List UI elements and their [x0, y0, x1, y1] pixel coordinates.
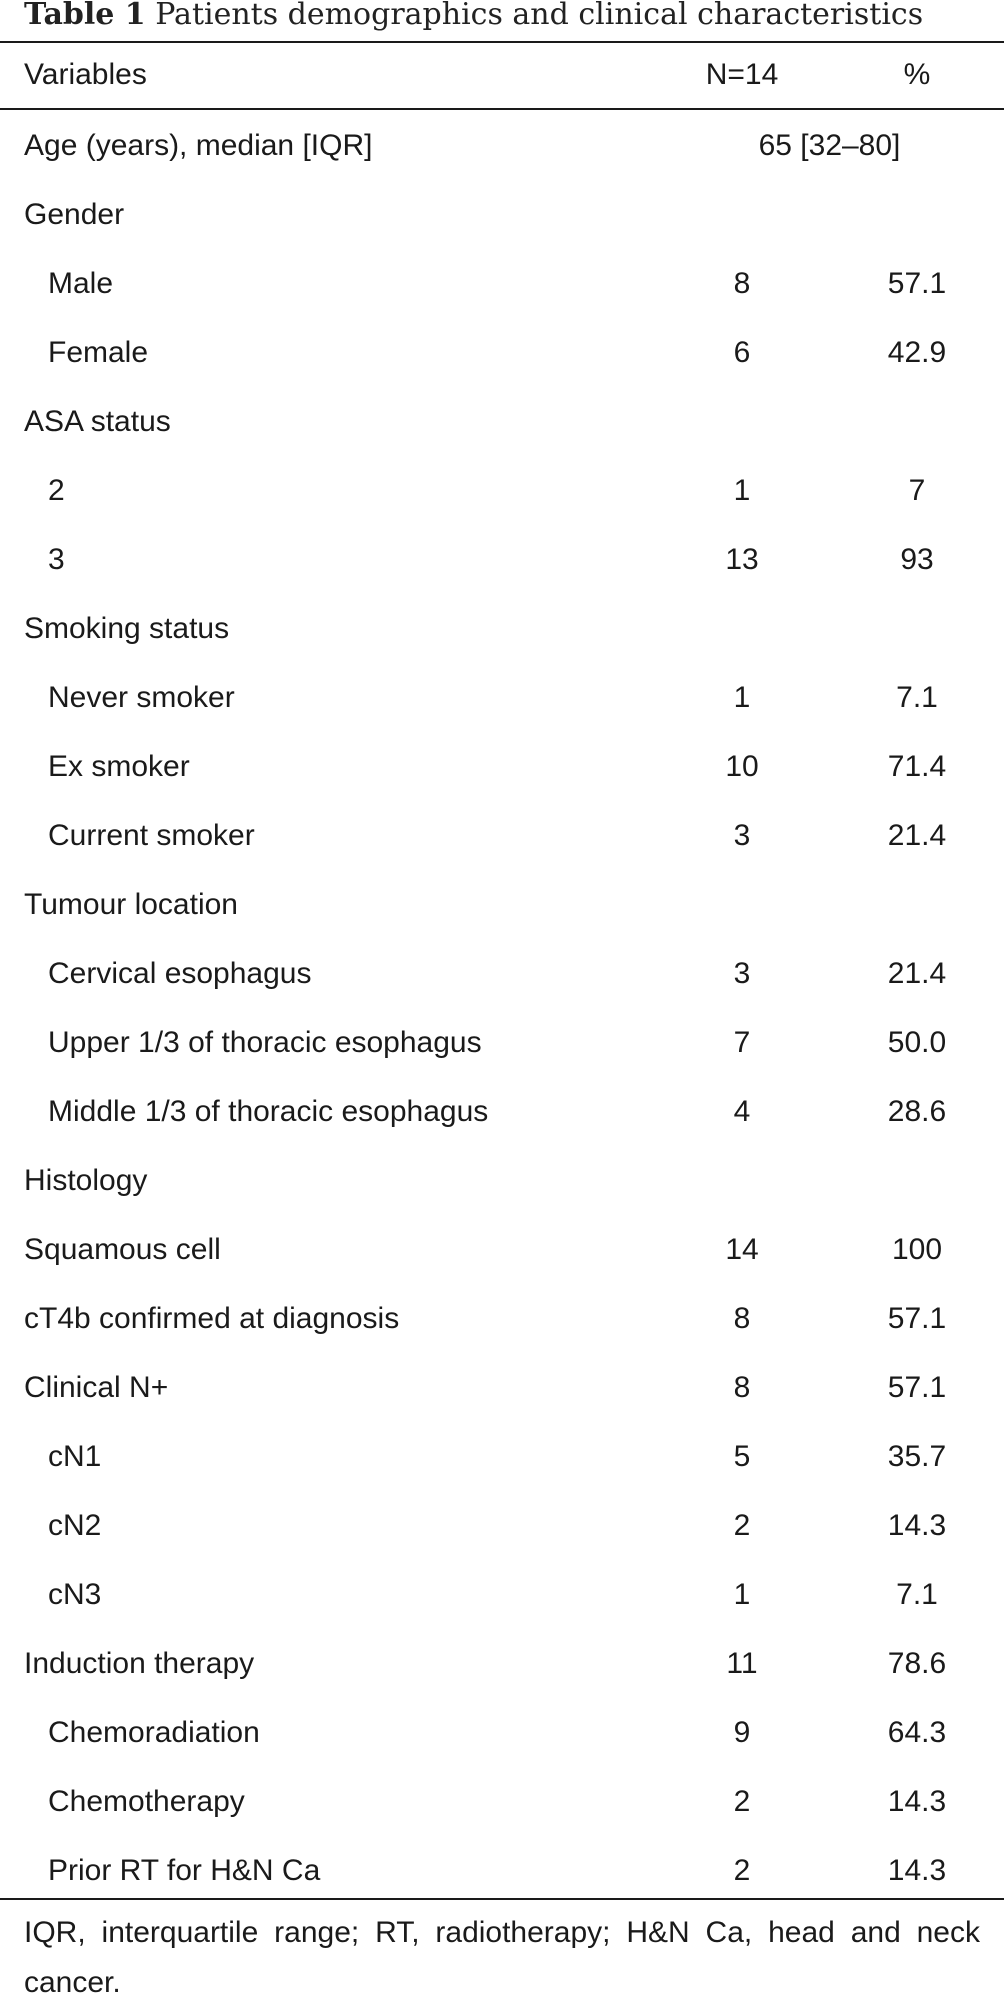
row-label: Current smoker: [48, 819, 255, 852]
table-row: [0, 732, 1004, 801]
demographics-table: [0, 42, 1004, 1887]
table-row: [0, 1491, 1004, 1560]
row-percent: 100: [891, 1233, 943, 1266]
row-label: Cervical esophagus: [48, 957, 312, 990]
row-count: 3: [733, 957, 751, 990]
row-label: 3: [48, 543, 65, 576]
row-label: Gender: [24, 198, 125, 231]
header-variables: Variables: [24, 58, 147, 91]
table-row: [0, 1698, 1004, 1767]
row-label: ASA status: [24, 405, 171, 438]
row-percent: 57.1: [887, 1371, 947, 1404]
row-label: Chemotherapy: [48, 1785, 245, 1818]
row-count: 10: [725, 750, 759, 783]
row-label: Upper 1/3 of thoracic esophagus: [48, 1026, 482, 1059]
table-row: [0, 249, 1004, 318]
table-row: [0, 111, 1004, 180]
row-count: 5: [733, 1440, 751, 1473]
row-label: cT4b confirmed at diagnosis: [24, 1302, 400, 1335]
row-count: 11: [726, 1647, 758, 1680]
header-n: N=14: [705, 58, 779, 91]
table-row: [0, 801, 1004, 870]
row-count: 4: [733, 1095, 751, 1128]
table-row: [0, 663, 1004, 732]
row-count: 3: [733, 819, 751, 852]
row-label: Male: [48, 267, 114, 300]
table-row: [0, 1422, 1004, 1491]
row-count: 8: [733, 1371, 751, 1404]
table-row: [0, 1146, 1004, 1215]
table-row: [0, 387, 1004, 456]
table-row: [0, 1353, 1004, 1422]
table-row: [0, 456, 1004, 525]
row-count: 1: [733, 1578, 751, 1611]
table-rows: [0, 111, 1004, 1905]
row-label: Tumour location: [24, 888, 238, 921]
row-count: 13: [725, 543, 759, 576]
row-percent: 71.4: [887, 750, 947, 783]
table-row: [0, 1284, 1004, 1353]
row-label: Chemoradiation: [48, 1716, 260, 1749]
row-label: 2: [48, 474, 65, 507]
table-row: [0, 939, 1004, 1008]
row-percent: 57.1: [887, 1302, 947, 1335]
row-count: 2: [733, 1854, 751, 1887]
row-percent: 50.0: [887, 1026, 947, 1059]
table-row: [0, 1008, 1004, 1077]
header-pct: %: [903, 58, 931, 91]
row-percent: 78.6: [887, 1647, 947, 1680]
row-label: Age (years), median [IQR]: [24, 129, 373, 162]
table-row: [0, 1767, 1004, 1836]
table-caption-label: Table 1: [24, 0, 146, 32]
row-label: Never smoker: [48, 681, 235, 714]
row-label: Smoking status: [24, 612, 230, 645]
header-rule: [0, 108, 1004, 110]
row-percent: 14.3: [887, 1509, 947, 1542]
row-label: Middle 1/3 of thoracic esophagus: [48, 1095, 489, 1128]
row-percent: 7.1: [896, 681, 938, 714]
row-percent: 64.3: [887, 1716, 947, 1749]
row-label: Induction therapy: [24, 1647, 255, 1680]
table-row: [0, 1560, 1004, 1629]
row-percent: 14.3: [887, 1854, 947, 1887]
row-count: 9: [733, 1716, 751, 1749]
row-count: 2: [733, 1509, 751, 1542]
table-row: [0, 1077, 1004, 1146]
row-label: Prior RT for H&N Ca: [48, 1854, 321, 1887]
row-percent: 42.9: [887, 336, 947, 369]
bottom-rule: [0, 1898, 1004, 1900]
row-percent: 35.7: [887, 1440, 947, 1473]
table-row: [0, 1215, 1004, 1284]
row-label: cN3: [48, 1578, 102, 1611]
row-percent: 28.6: [887, 1095, 947, 1128]
row-count: 1: [733, 474, 751, 507]
table-header-row: [0, 42, 1004, 108]
table-row: [0, 870, 1004, 939]
row-count: 7: [733, 1026, 751, 1059]
row-label: Clinical N+: [24, 1371, 169, 1404]
table-caption-title: Patients demographics and clinical characteristics: [155, 0, 924, 32]
row-percent: 21.4: [887, 819, 947, 852]
row-count: 8: [733, 267, 751, 300]
row-percent: 93: [900, 543, 934, 576]
row-count: 14: [725, 1233, 759, 1266]
table-row: [0, 180, 1004, 249]
row-label: Ex smoker: [48, 750, 190, 783]
row-percent: 57.1: [887, 267, 947, 300]
table-row: [0, 1836, 1004, 1905]
table-caption: [24, 0, 923, 38]
row-label: Female: [48, 336, 149, 369]
row-label: cN1: [48, 1440, 102, 1473]
row-label: cN2: [48, 1509, 102, 1542]
row-percent: 7: [908, 474, 926, 507]
table-row: [0, 1629, 1004, 1698]
row-count: 1: [733, 681, 751, 714]
row-count: 2: [733, 1785, 751, 1818]
row-count: 8: [733, 1302, 751, 1335]
table-row: [0, 594, 1004, 663]
table-row: [0, 318, 1004, 387]
row-label: Histology: [24, 1164, 148, 1197]
row-percent: 14.3: [887, 1785, 947, 1818]
table-row: [0, 525, 1004, 594]
row-count: 6: [733, 336, 751, 369]
row-value-span: 65 [32–80]: [758, 129, 901, 162]
table-footnote: IQR, interquartile range; RT, radiotherapy; H&N Ca, head and neck cancer.: [24, 1916, 980, 1999]
row-percent: 21.4: [887, 957, 947, 990]
row-label: Squamous cell: [24, 1233, 221, 1266]
row-percent: 7.1: [896, 1578, 938, 1611]
